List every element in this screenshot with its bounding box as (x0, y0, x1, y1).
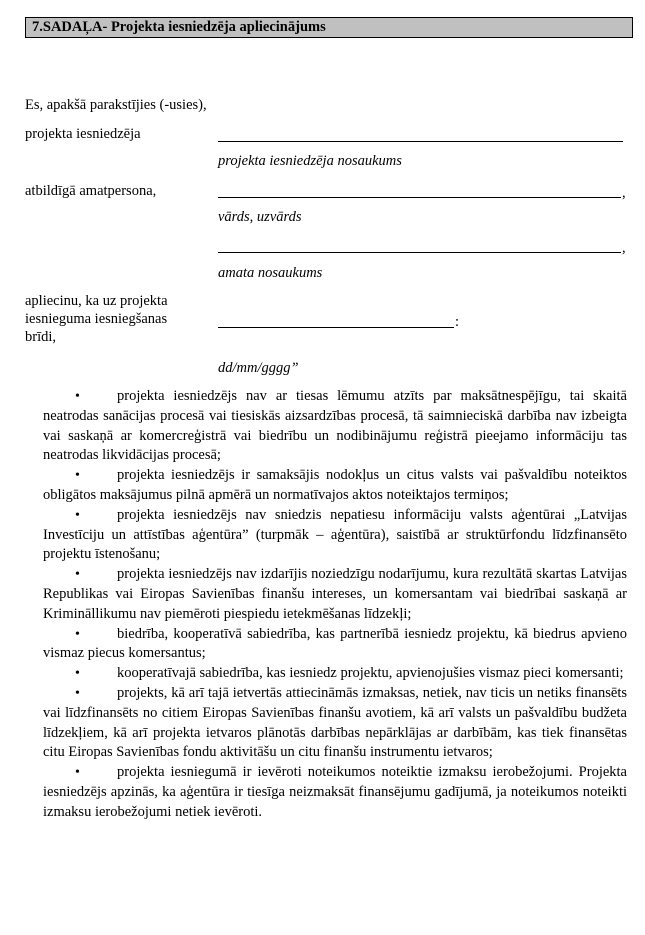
bullet-icon: • (75, 666, 80, 682)
official-name-line[interactable] (218, 197, 621, 198)
list-item (43, 565, 627, 624)
date-colon: : (455, 314, 460, 330)
list-item-text: projekts, kā arī tajā ietvertās attiecināmās izmaksas, netiek, nav ticis un netiks finansēts vai līdzfinansēts no citiem Eiropas Savienības finanšu avotiem, kā arī valsts un pašvaldību budžeta līdzekļiem, kā arī projekta ietvaros plānotās darbības nepārklājas ar darbībām, kas tiek finansētas citu Eiropas Savienības fondu aktivitāšu un citu finanšu instrumentu ietvaros; (43, 684, 627, 761)
applicant-label: projekta iesniedzēja (25, 126, 141, 142)
date-line[interactable] (218, 327, 454, 328)
section-header: 7.SADAĻA- Projekta iesniedzēja apliecinājums (25, 17, 633, 38)
list-item-text: projekta iesniedzējs ir samaksājis nodokļus un citus valsts vai pašvaldību noteiktos obligātos maksājumus pilnā apmērā un normatīvajos aktos noteiktajos termiņos; (43, 467, 627, 503)
applicant-name-line[interactable] (218, 141, 623, 142)
list-item-text: projekta iesniedzējs nav izdarījis noziedzīgu nodarījumu, kura rezultātā skartas Latvijas Republikas vai Eiropas Savienības finanšu intereses, un komersantam vai biedrībai saskaņā ar Krimināllikumu nav piemēroti piespiedu ietekmēšanas līdzekļi; (43, 566, 627, 622)
certification-list (43, 387, 627, 823)
list-item (43, 664, 627, 684)
bullet-icon: • (75, 626, 80, 642)
certify-text-line2: iesnieguma iesniegšanas (25, 311, 168, 327)
list-item-text: projekta iesniedzējs nav ar tiesas lēmumu atzīts par maksātnespējīgu, tai skaitā neatrodas sanācijas procesā vai tiesiskās aizsardzības procesā, tā saimnieciskā darbība nav izbeigta vai saskaņā ar komercreģistrā vai biedrību un nodibinājumu reģistrā pieejamo informāciju tas neatrodas likvidācijas procesā; (43, 388, 627, 464)
position-caption: amata nosaukums (218, 265, 323, 281)
list-item (43, 684, 627, 763)
applicant-name-caption: projekta iesniedzēja nosaukums (218, 153, 402, 169)
list-item (43, 763, 627, 822)
bullet-icon: • (75, 507, 80, 523)
bullet-icon: • (75, 765, 80, 781)
official-label: atbildīgā amatpersona, (25, 183, 157, 199)
name-comma: , (622, 185, 626, 201)
certify-text-line3: brīdi, (25, 329, 57, 345)
bullet-icon: • (75, 685, 80, 701)
bullet-icon: • (75, 468, 80, 484)
list-item (43, 625, 627, 665)
certify-text-line1: apliecinu, ka uz projekta (25, 293, 168, 309)
list-item (43, 506, 627, 565)
bullet-icon: • (75, 389, 80, 404)
list-item-text: kooperatīvajā sabiedrība, kas iesniedz projektu, apvienojušies vismaz pieci komersanti; (117, 665, 624, 682)
list-item-text: projekta iesniegumā ir ievēroti noteikumos noteiktie izmaksu ierobežojumi. Projekta iesniedzējs apzinās, ka aģentūra ir tiesīga neizmaksāt finansējumu gadījumā, ja noteikumos noteikti izmaksu ierobežojumi netiek ievēroti. (43, 764, 627, 820)
official-position-line[interactable] (218, 252, 621, 253)
list-item-text: biedrība, kooperatīvā sabiedrība, kas partnerībā iesniedz projektu, kā biedrus apvieno vismaz piecus komersantus; (43, 625, 627, 662)
date-caption: dd/mm/gggg” (218, 360, 299, 376)
list-item-text: projekta iesniedzējs nav sniedzis nepatiesu informāciju valsts aģentūrai „Latvijas Investīciju un attīstības aģentūra” (turpmāk – aģentūra), saistībā ar struktūrfondu līdzfinansēto projektu īstenošanu; (43, 506, 627, 563)
intro-text: Es, apakšā parakstījies (-usies), (25, 97, 207, 113)
list-item (43, 466, 627, 506)
name-caption: vārds, uzvārds (218, 209, 302, 225)
bullet-icon: • (75, 567, 80, 583)
list-item (43, 387, 627, 466)
position-comma: , (622, 240, 626, 256)
